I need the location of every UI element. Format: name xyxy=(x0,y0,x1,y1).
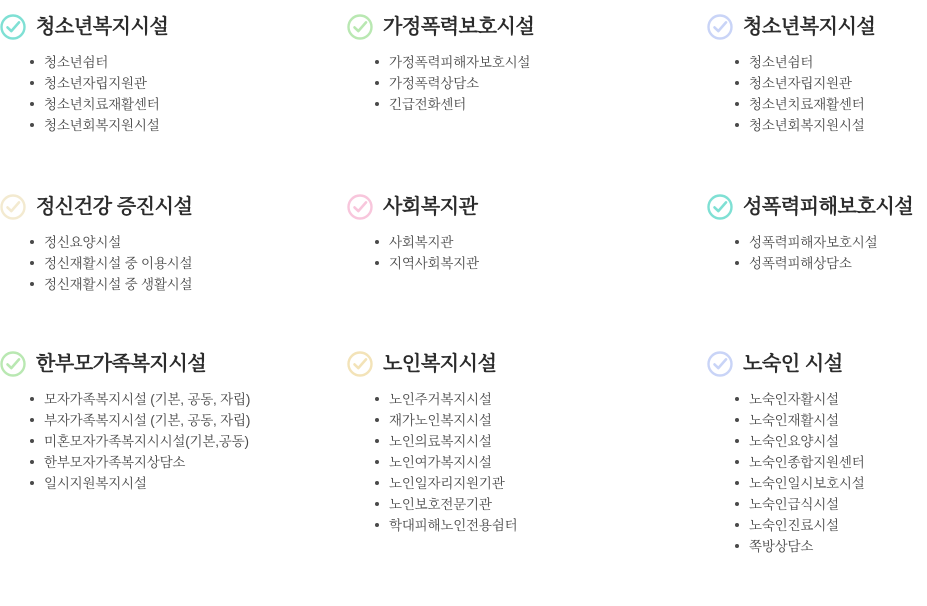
list-item: 노숙인자활시설 xyxy=(735,389,927,410)
category-block xyxy=(345,295,705,557)
facility-list xyxy=(705,389,927,557)
facility-list xyxy=(0,52,345,136)
check-circle-icon xyxy=(347,351,373,377)
list-item: 노숙인종합지원센터 xyxy=(735,452,927,473)
check-circle-icon xyxy=(0,194,26,220)
category-block xyxy=(0,295,345,557)
list-item: 성폭력피해상담소 xyxy=(735,253,927,274)
category-block xyxy=(705,8,927,136)
facility-list xyxy=(705,52,927,136)
list-item: 노인여가복지시설 xyxy=(375,452,705,473)
facility-list xyxy=(705,232,927,274)
category-title: 가정폭력보호시설 xyxy=(383,16,535,38)
category-title: 성폭력피해보호시설 xyxy=(743,196,914,218)
category-header xyxy=(347,14,705,40)
facility-list xyxy=(345,52,705,115)
facility-list xyxy=(0,232,345,295)
category-block xyxy=(705,295,927,557)
category-header xyxy=(707,14,927,40)
list-item: 노숙인급식시설 xyxy=(735,494,927,515)
list-item: 노인일자리지원기관 xyxy=(375,473,705,494)
list-item: 사회복지관 xyxy=(375,232,705,253)
category-title: 청소년복지시설 xyxy=(743,16,876,38)
category-header xyxy=(0,194,345,220)
list-item: 지역사회복지관 xyxy=(375,253,705,274)
category-title: 청소년복지시설 xyxy=(36,16,169,38)
list-item: 부자가족복지시설 (기본, 공동, 자립) xyxy=(30,410,345,431)
list-item: 정신요양시설 xyxy=(30,232,345,253)
list-item: 청소년자립지원관 xyxy=(30,73,345,94)
list-item: 한부모자가족복지상담소 xyxy=(30,452,345,473)
list-item: 노숙인재활시설 xyxy=(735,410,927,431)
list-item: 청소년자립지원관 xyxy=(735,73,927,94)
check-circle-icon xyxy=(347,14,373,40)
category-block xyxy=(0,136,345,295)
list-item: 청소년쉼터 xyxy=(30,52,345,73)
facility-list xyxy=(345,389,705,536)
list-item: 노인보호전문기관 xyxy=(375,494,705,515)
list-item: 청소년쉼터 xyxy=(735,52,927,73)
category-header xyxy=(0,351,345,377)
check-circle-icon xyxy=(347,194,373,220)
list-item: 청소년회복지원시설 xyxy=(30,115,345,136)
facility-list xyxy=(0,389,345,494)
category-header xyxy=(707,351,927,377)
check-circle-icon xyxy=(707,351,733,377)
list-item: 미혼모자가족복지시시설(기본,공동) xyxy=(30,431,345,452)
list-item: 청소년치료재활센터 xyxy=(30,94,345,115)
list-item: 노숙인진료시설 xyxy=(735,515,927,536)
category-title: 노인복지시설 xyxy=(383,353,497,375)
category-header xyxy=(347,351,705,377)
list-item: 긴급전화센터 xyxy=(375,94,705,115)
list-item: 정신재활시설 중 생활시설 xyxy=(30,274,345,295)
category-header xyxy=(707,194,927,220)
list-item: 학대피해노인전용쉼터 xyxy=(375,515,705,536)
facility-list xyxy=(345,232,705,274)
list-item: 가정폭력피해자보호시설 xyxy=(375,52,705,73)
category-header xyxy=(347,194,705,220)
category-title: 노숙인 시설 xyxy=(743,353,843,375)
list-item: 청소년회복지원시설 xyxy=(735,115,927,136)
check-circle-icon xyxy=(0,14,26,40)
list-item: 노인의료복지시설 xyxy=(375,431,705,452)
list-item: 재가노인복지시설 xyxy=(375,410,705,431)
list-item: 청소년치료재활센터 xyxy=(735,94,927,115)
list-item: 정신재활시설 중 이용시설 xyxy=(30,253,345,274)
list-item: 가정폭력상담소 xyxy=(375,73,705,94)
category-title: 정신건강 증진시설 xyxy=(36,196,193,218)
category-block xyxy=(345,8,705,136)
list-item: 노인주거복지시설 xyxy=(375,389,705,410)
category-block xyxy=(0,8,345,136)
category-header xyxy=(0,14,345,40)
check-circle-icon xyxy=(0,351,26,377)
list-item: 성폭력피해자보호시설 xyxy=(735,232,927,253)
category-block xyxy=(345,136,705,295)
list-item: 노숙인요양시설 xyxy=(735,431,927,452)
category-block xyxy=(705,136,927,295)
list-item: 일시지원복지시설 xyxy=(30,473,345,494)
category-title: 사회복지관 xyxy=(383,196,478,218)
check-circle-icon xyxy=(707,194,733,220)
list-item: 모자가족복지시설 (기본, 공동, 자립) xyxy=(30,389,345,410)
check-circle-icon xyxy=(707,14,733,40)
category-title: 한부모가족복지시설 xyxy=(36,353,207,375)
list-item: 쪽방상담소 xyxy=(735,536,927,557)
list-item: 노숙인일시보호시설 xyxy=(735,473,927,494)
